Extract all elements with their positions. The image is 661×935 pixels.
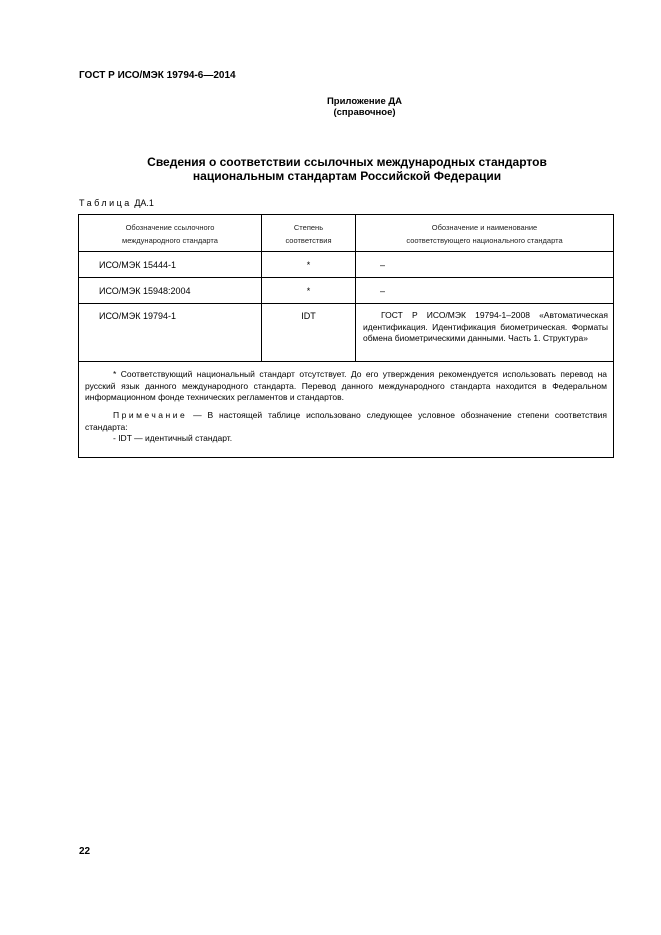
note-dash: — <box>193 410 202 420</box>
column-header-ref-line2: международного стандарта <box>122 236 218 245</box>
note-text: В настоящей таблице использовано следующее условное обозначение степени соответствия стандарта: <box>85 410 607 432</box>
table-row-2-national: – <box>380 286 386 296</box>
column-header-ref-line1: Обозначение ссылочного <box>125 223 215 232</box>
table-row-1-degree: * <box>306 260 311 270</box>
column-header-degree-line2: соответствия <box>285 236 332 245</box>
footnote-divider <box>79 361 613 362</box>
header-divider <box>79 251 613 252</box>
column-header-degree <box>262 221 355 247</box>
appendix-title: Приложение ДА <box>326 96 403 107</box>
table-row-3-degree: IDT <box>301 311 316 321</box>
note-label: Примечание <box>113 410 188 420</box>
row-divider-2 <box>79 303 613 304</box>
table-row-3-ref: ИСО/МЭК 19794-1 <box>99 311 177 321</box>
table-row-3-national: ГОСТ Р ИСО/МЭК 19794-1–2008 «Автоматическая идентификация. Идентификация биометрическая. Форматы обмена биометрическими данными. Часть 1. Структура» <box>363 310 608 343</box>
table-note <box>85 410 607 433</box>
reference-table <box>78 214 614 458</box>
table-footnote: * Соответствующий национальный стандарт отсутствует. До его утверждения рекомендуется использовать перевод на русский язык данного международного стандарта. Перевод данного международного стандарта находится в Федеральном информационном фонде технических регламентов и стандартов. <box>85 369 607 402</box>
column-header-ref <box>79 221 261 247</box>
column-header-national-line1: Обозначение и наименование <box>431 223 538 232</box>
table-row-2-ref: ИСО/МЭК 15948:2004 <box>99 286 191 296</box>
column-header-national-line2: соответствующего национального стандарта <box>406 236 563 245</box>
appendix-type: (справочное) <box>333 107 396 118</box>
table-label <box>79 198 154 208</box>
table-label-number: ДА.1 <box>134 198 154 208</box>
table-row-1-ref: ИСО/МЭК 15444-1 <box>99 260 177 270</box>
heading-line-1: Сведения о соответствии ссылочных международных стандартов <box>147 155 547 169</box>
page-number: 22 <box>79 846 91 857</box>
table-row-2-degree: * <box>306 286 311 296</box>
column-header-national <box>356 221 613 247</box>
column-header-degree-line1: Степень <box>293 223 324 232</box>
heading-line-2: национальным стандартам Российской Федерации <box>192 169 502 183</box>
row-divider-1 <box>79 277 613 278</box>
document-header: ГОСТ Р ИСО/МЭК 19794-6—2014 <box>79 70 236 81</box>
table-label-prefix: Таблица <box>79 198 132 208</box>
note-item: - IDT — идентичный стандарт. <box>113 433 233 443</box>
table-row-1-national: – <box>380 260 386 270</box>
